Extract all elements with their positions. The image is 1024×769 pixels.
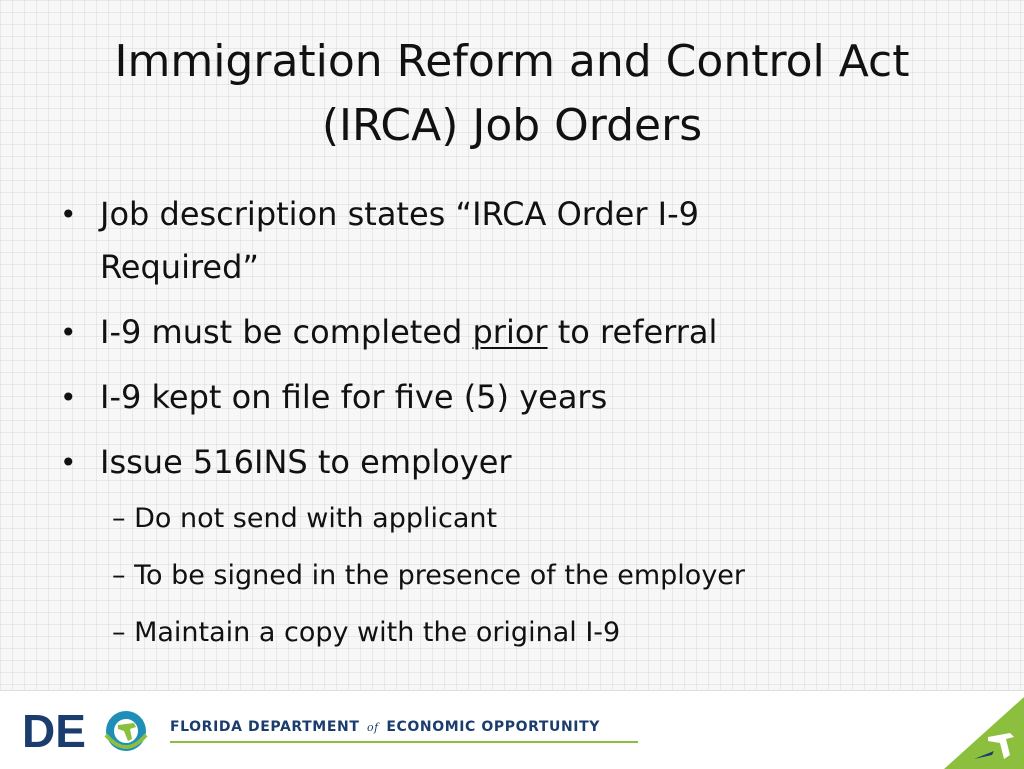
agency-name-part-1: FLORIDA DEPARTMENT	[170, 719, 360, 735]
deo-logo	[22, 707, 152, 753]
sub-bullet-list	[112, 500, 972, 671]
footer-bar	[0, 690, 1024, 769]
agency-name	[170, 719, 600, 735]
slide-title-line-2: (IRCA) Job Orders	[321, 100, 703, 151]
bullet-item-issue-516ins	[60, 436, 960, 489]
bullet-dot: •	[60, 198, 77, 231]
agency-name-of: of	[366, 721, 379, 734]
florida-corner-icon	[944, 697, 1024, 769]
slide-title-line-1: Immigration Reform and Control Act	[114, 36, 910, 87]
bullet-dot: •	[60, 381, 77, 414]
bullet-dot: •	[60, 316, 77, 349]
slide-title	[40, 30, 984, 158]
corner-green-triangle	[944, 697, 1024, 769]
bullet-text: I-9 kept on file for five (5) years	[100, 378, 608, 416]
agency-underline	[170, 741, 638, 743]
sub-bullet-item: – To be signed in the presence of the employer	[112, 560, 746, 591]
deo-logo-letters: DE	[22, 707, 86, 753]
bullet-dot: •	[60, 446, 77, 479]
bullet-text-pre: I-9 must be completed	[100, 313, 473, 351]
bullet-list	[60, 188, 960, 501]
bullet-text-line-1: Job description states “IRCA Order I-9	[100, 195, 700, 233]
sub-bullet-item: – Do not send with applicant	[112, 503, 498, 534]
bullet-text-line-2: Required”	[100, 248, 259, 286]
bullet-text-post: to referral	[547, 313, 718, 351]
bullet-item-job-description	[60, 188, 960, 294]
bullet-text-underlined: prior	[472, 313, 548, 351]
agency-name-part-2: ECONOMIC OPPORTUNITY	[386, 719, 600, 735]
bullet-item-i9-kept	[60, 371, 960, 424]
bullet-item-i9-completed	[60, 306, 960, 359]
sub-bullet-item: – Maintain a copy with the original I-9	[112, 617, 621, 648]
bullet-text: Issue 516INS to employer	[100, 443, 512, 481]
